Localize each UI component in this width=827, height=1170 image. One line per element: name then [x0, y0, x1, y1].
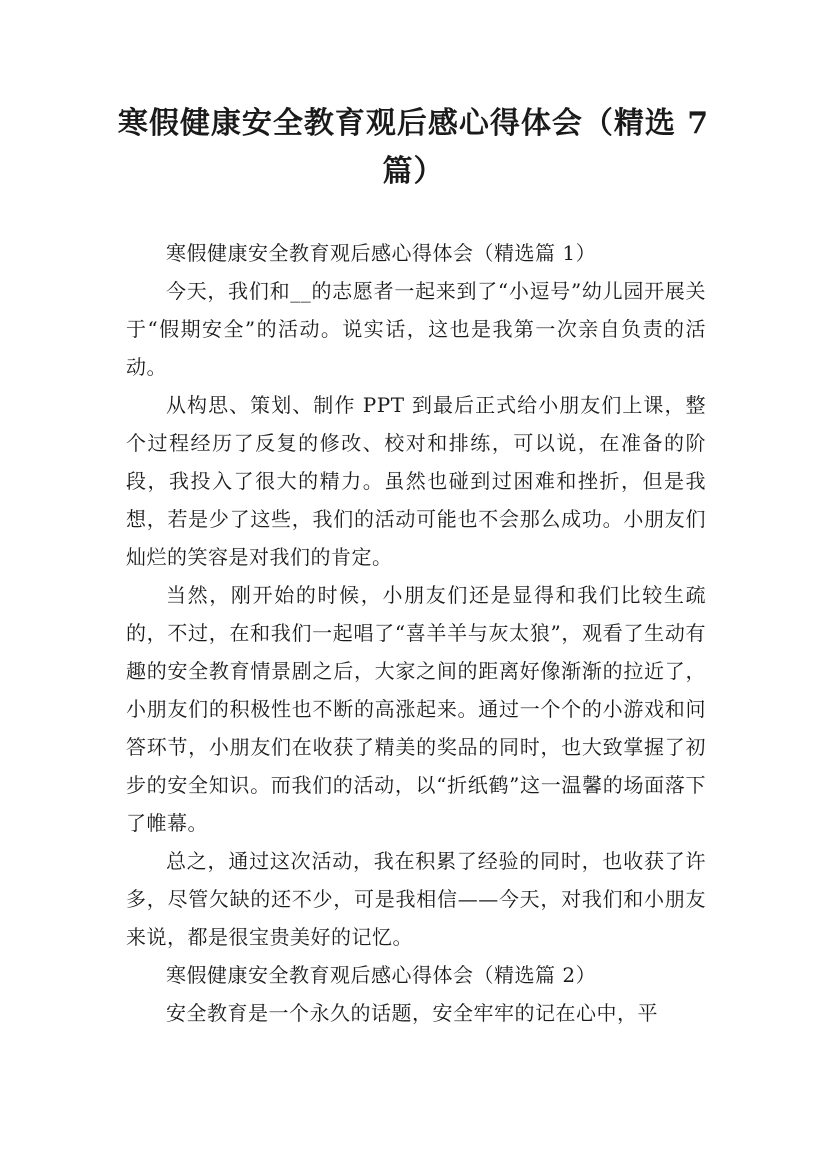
section-heading: 寒假健康安全教育观后感心得体会（精选篇 2）: [166, 963, 597, 987]
paragraph: 从构思、策划、制作 PPT 到最后正式给小朋友们上课，整个过程经历了反复的修改、校对和排练，可以说，在准备的阶段，我投入了很大的精力。虽然也碰到过困难和挫折，但是我想，若是少了这些，我们的活动可能也不会那么成功。小朋友们灿烂的笑容是对我们的肯定。: [126, 393, 706, 569]
section-heading: 寒假健康安全教育观后感心得体会（精选篇 1）: [166, 241, 597, 265]
paragraph: 当然，刚开始的时候，小朋友们还是显得和我们比较生疏的，不过，在和我们一起唱了“喜羊羊与灰太狼”，观看了生动有趣的安全教育情景剧之后，大家之间的距离好像渐渐的拉近了，小朋友们的积极性也不断的高涨起来。通过一个个的小游戏和问答环节，小朋友们在收获了精美的奖品的同时，也大致掌握了初步的安全知识。而我们的活动，以“折纸鹤”这一温馨的场面落下了帷幕。: [126, 583, 706, 835]
paragraph: 今天，我们和__的志愿者一起来到了“小逗号”幼儿园开展关于“假期安全”的活动。说实话，这也是我第一次亲自负责的活动。: [126, 279, 706, 379]
paragraph: 总之，通过这次活动，我在积累了经验的同时，也收获了许多，尽管欠缺的还不少，可是我相信——今天，对我们和小朋友来说，都是很宝贵美好的记忆。: [126, 849, 706, 949]
paragraph: 安全教育是一个永久的话题，安全牢牢的记在心中，平: [166, 1001, 658, 1025]
document-body: [126, 234, 706, 1032]
document-title: 寒假健康安全教育观后感心得体会（精选 7 篇）: [117, 106, 710, 189]
